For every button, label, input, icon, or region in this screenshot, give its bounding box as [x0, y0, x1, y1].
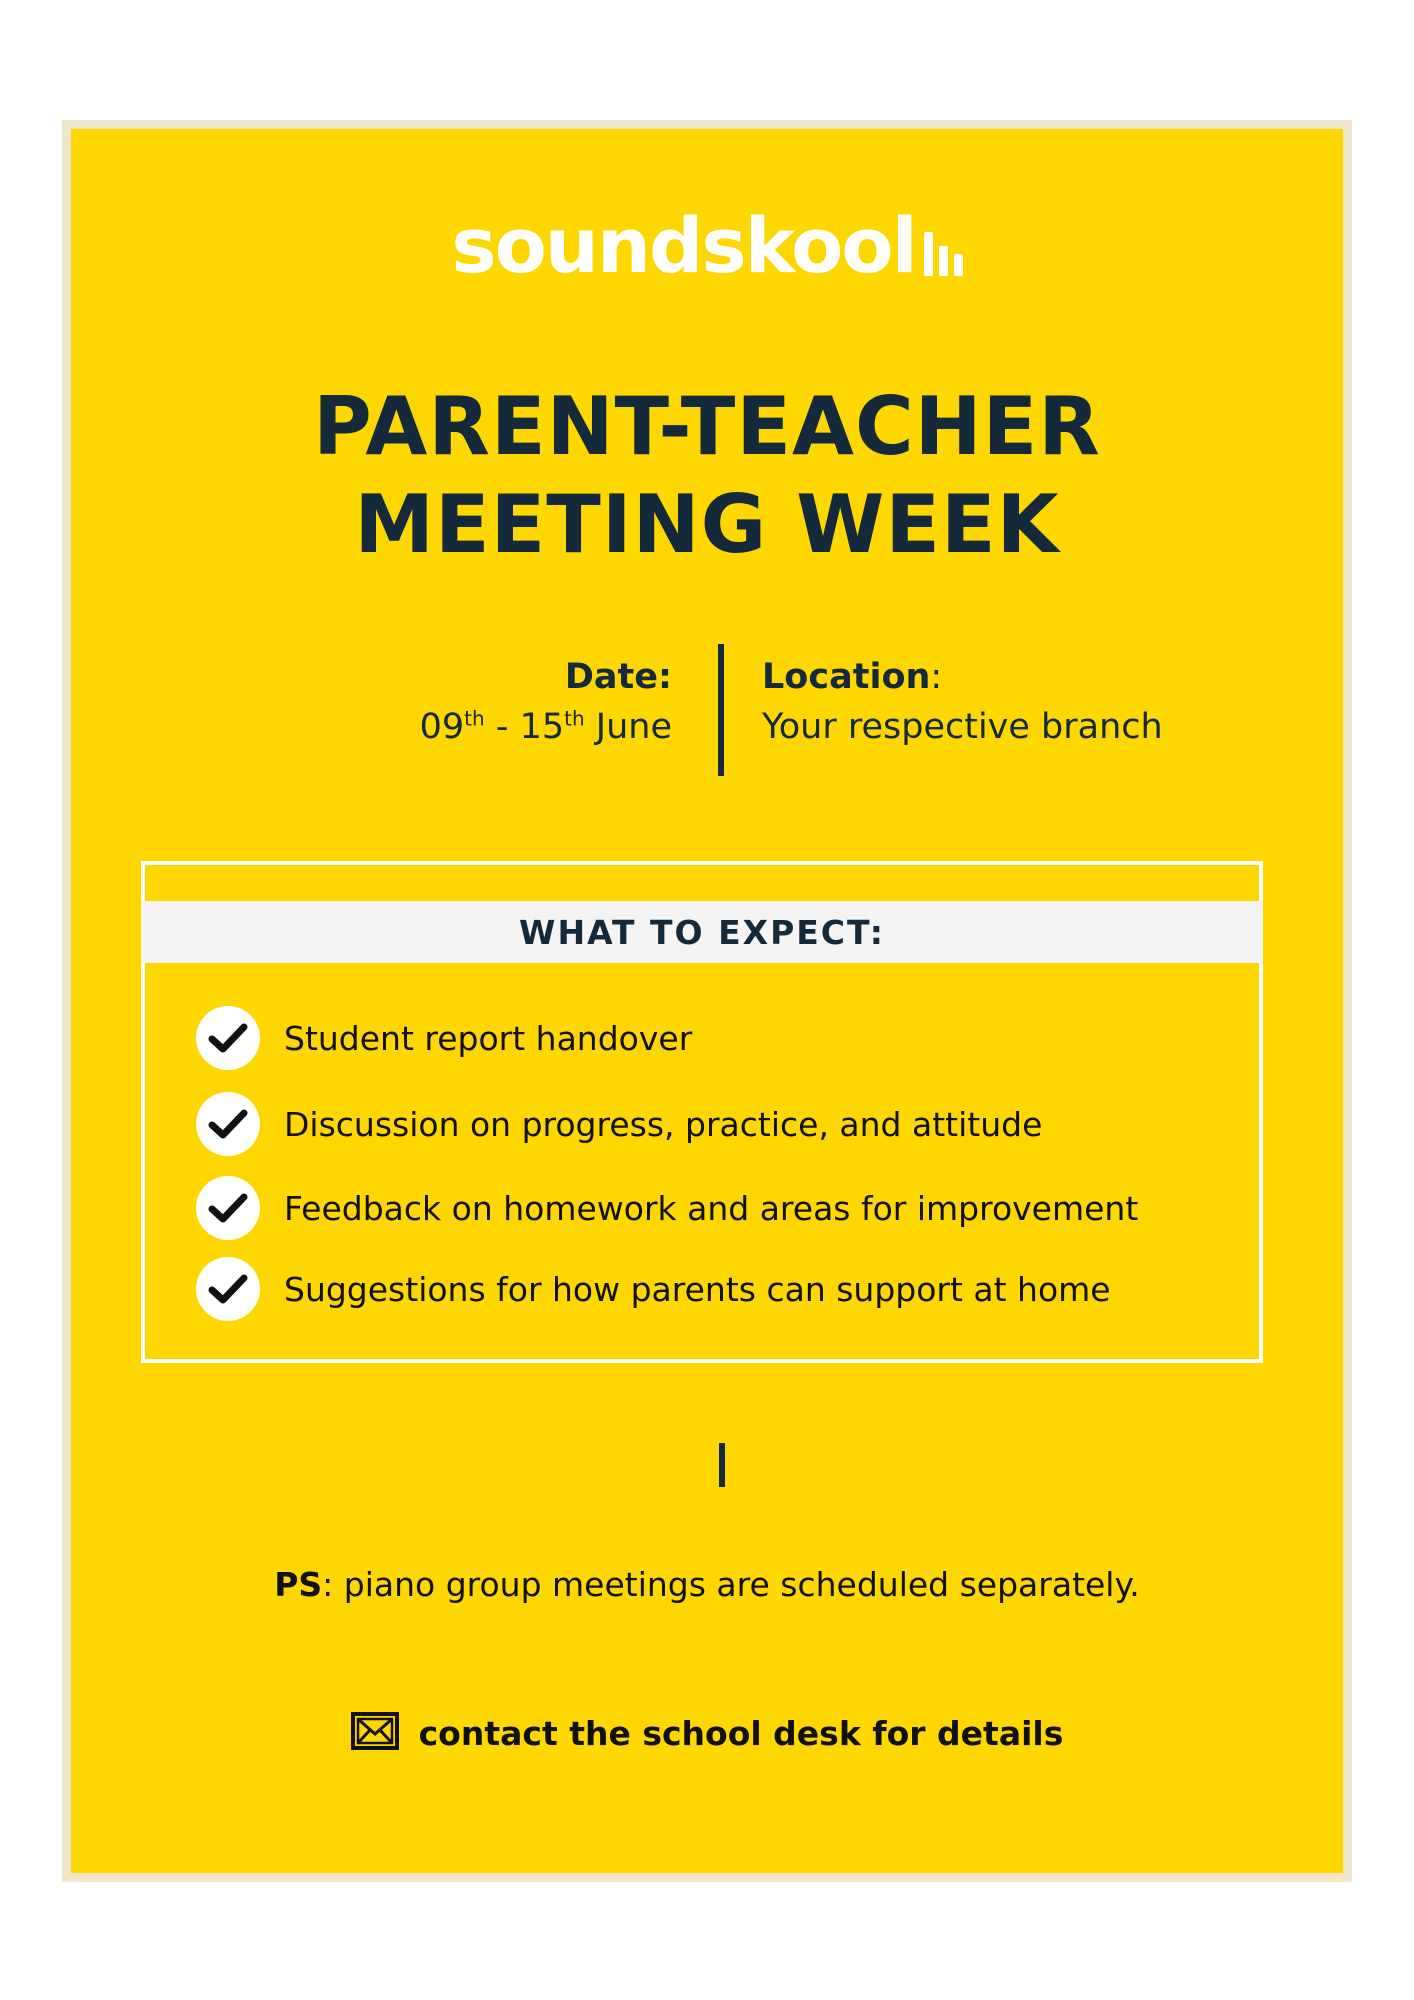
checkmark-icon: [196, 1092, 260, 1156]
date-separator: -: [484, 707, 520, 747]
list-item: [196, 1091, 1042, 1157]
date-month: June: [584, 707, 672, 747]
checkmark-icon: [196, 1176, 260, 1240]
list-item-text: Student report handover: [284, 1018, 693, 1058]
date-label: Date:: [564, 657, 672, 697]
date-value: [420, 702, 672, 752]
brand-logo: [0, 201, 1414, 290]
location-colon: :: [930, 657, 943, 697]
list-item-text: Suggestions for how parents can support at home: [284, 1269, 1111, 1309]
ps-note: [0, 1565, 1414, 1604]
checkmark-icon: [196, 1257, 260, 1321]
date-info: [420, 652, 672, 752]
list-item: [196, 1256, 1111, 1322]
title-line-1: PARENT-TEACHER: [313, 380, 1101, 473]
location-label: Location: [762, 657, 931, 697]
date-end-suffix: th: [564, 706, 585, 731]
ps-text: : piano group meetings are scheduled separately.: [322, 1565, 1140, 1604]
checkmark-icon: [196, 1006, 260, 1070]
list-item: [196, 1175, 1138, 1241]
date-end-day: 15: [519, 707, 565, 747]
date-start-suffix: th: [464, 706, 485, 731]
info-divider: [718, 644, 724, 776]
date-start-day: 09: [419, 707, 465, 747]
page-title: [0, 378, 1414, 574]
contact-line: [0, 1712, 1414, 1754]
decorative-divider: [719, 1443, 725, 1487]
logo-text: soundskool: [451, 201, 916, 290]
expectations-heading: WHAT TO EXPECT:: [141, 901, 1263, 963]
contact-text: contact the school desk for details: [418, 1713, 1064, 1753]
list-item-text: Feedback on homework and areas for improvement: [284, 1188, 1139, 1228]
list-item: [196, 1005, 692, 1071]
logo-bars-icon: [924, 232, 963, 276]
list-item-text: Discussion on progress, practice, and attitude: [284, 1104, 1043, 1144]
envelope-icon: [351, 1712, 399, 1754]
ps-label: PS: [274, 1565, 323, 1604]
title-line-2: MEETING WEEK: [354, 478, 1060, 571]
location-value: Your respective branch: [762, 707, 1163, 747]
location-info: [762, 652, 1163, 752]
